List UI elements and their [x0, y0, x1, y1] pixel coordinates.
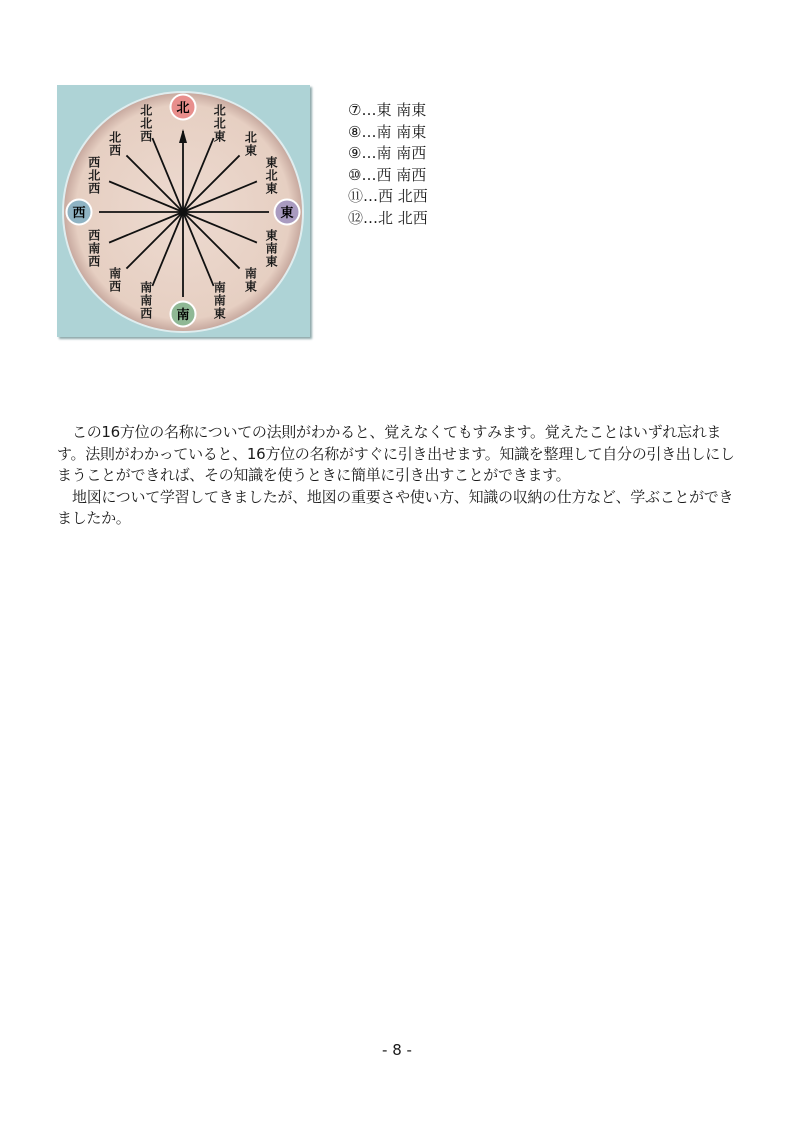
legend-item	[348, 122, 428, 144]
compass-figure	[57, 85, 310, 337]
direction-label: 北北西	[140, 103, 153, 144]
paragraph: この16方位の名称についての法則がわかると、覚えなくてもすみます。覚えたことはいずれ忘れます。法則がわかっていると、16方位の名称がすぐに引き出せます。知識を整理して自分の引き出しにしまうことができれば、その知識を使うときに簡単に引き出すことができます。	[57, 423, 735, 484]
legend-text: …南 南東	[361, 122, 427, 141]
legend-item	[348, 208, 428, 230]
legend-number: ⑫	[348, 208, 364, 227]
legend-number: ⑩	[348, 165, 362, 184]
west-marker	[67, 200, 92, 225]
legend-text: …北 北西	[363, 208, 428, 227]
north-label: 北	[176, 101, 190, 116]
page-number: - 8 -	[382, 1041, 412, 1059]
west-label: 西	[72, 206, 86, 221]
legend-item	[348, 165, 428, 187]
direction-label: 北北東	[213, 103, 226, 144]
legend-text: …東 南東	[361, 101, 427, 119]
legend-item	[348, 143, 428, 165]
legend-item	[348, 100, 428, 122]
south-label: 南	[176, 308, 190, 323]
legend-number: ⑪	[348, 187, 364, 205]
direction-label: 西北西	[88, 155, 101, 196]
legend-number: ⑧	[348, 122, 362, 141]
east-marker	[275, 200, 300, 225]
paragraph: 地図について学習してきましたが、地図の重要さや使い方、知識の収納の仕方など、学ぶことができましたか。	[57, 487, 734, 527]
direction-label: 東南東	[265, 228, 278, 269]
north-marker	[171, 95, 196, 120]
direction-label: 北西	[109, 130, 122, 158]
direction-label: 東北東	[265, 155, 278, 196]
direction-label: 南西	[109, 266, 122, 294]
legend-number: ⑨	[348, 144, 362, 162]
east-label: 東	[280, 206, 294, 221]
legend-text: …西 南西	[361, 165, 427, 184]
direction-label: 北東	[244, 130, 257, 158]
legend-text: …南 南西	[361, 144, 427, 162]
legend-number: ⑦	[348, 101, 362, 119]
direction-label: 南東	[244, 266, 257, 294]
direction-label: 西南西	[88, 228, 101, 269]
legend-text: …西 北西	[363, 187, 428, 205]
compass-diagram	[57, 85, 310, 337]
direction-label: 南南西	[140, 280, 153, 321]
body-text	[57, 422, 747, 530]
direction-label: 南南東	[213, 280, 226, 321]
south-marker	[171, 302, 196, 327]
direction-legend	[348, 100, 428, 229]
legend-item	[348, 186, 428, 208]
